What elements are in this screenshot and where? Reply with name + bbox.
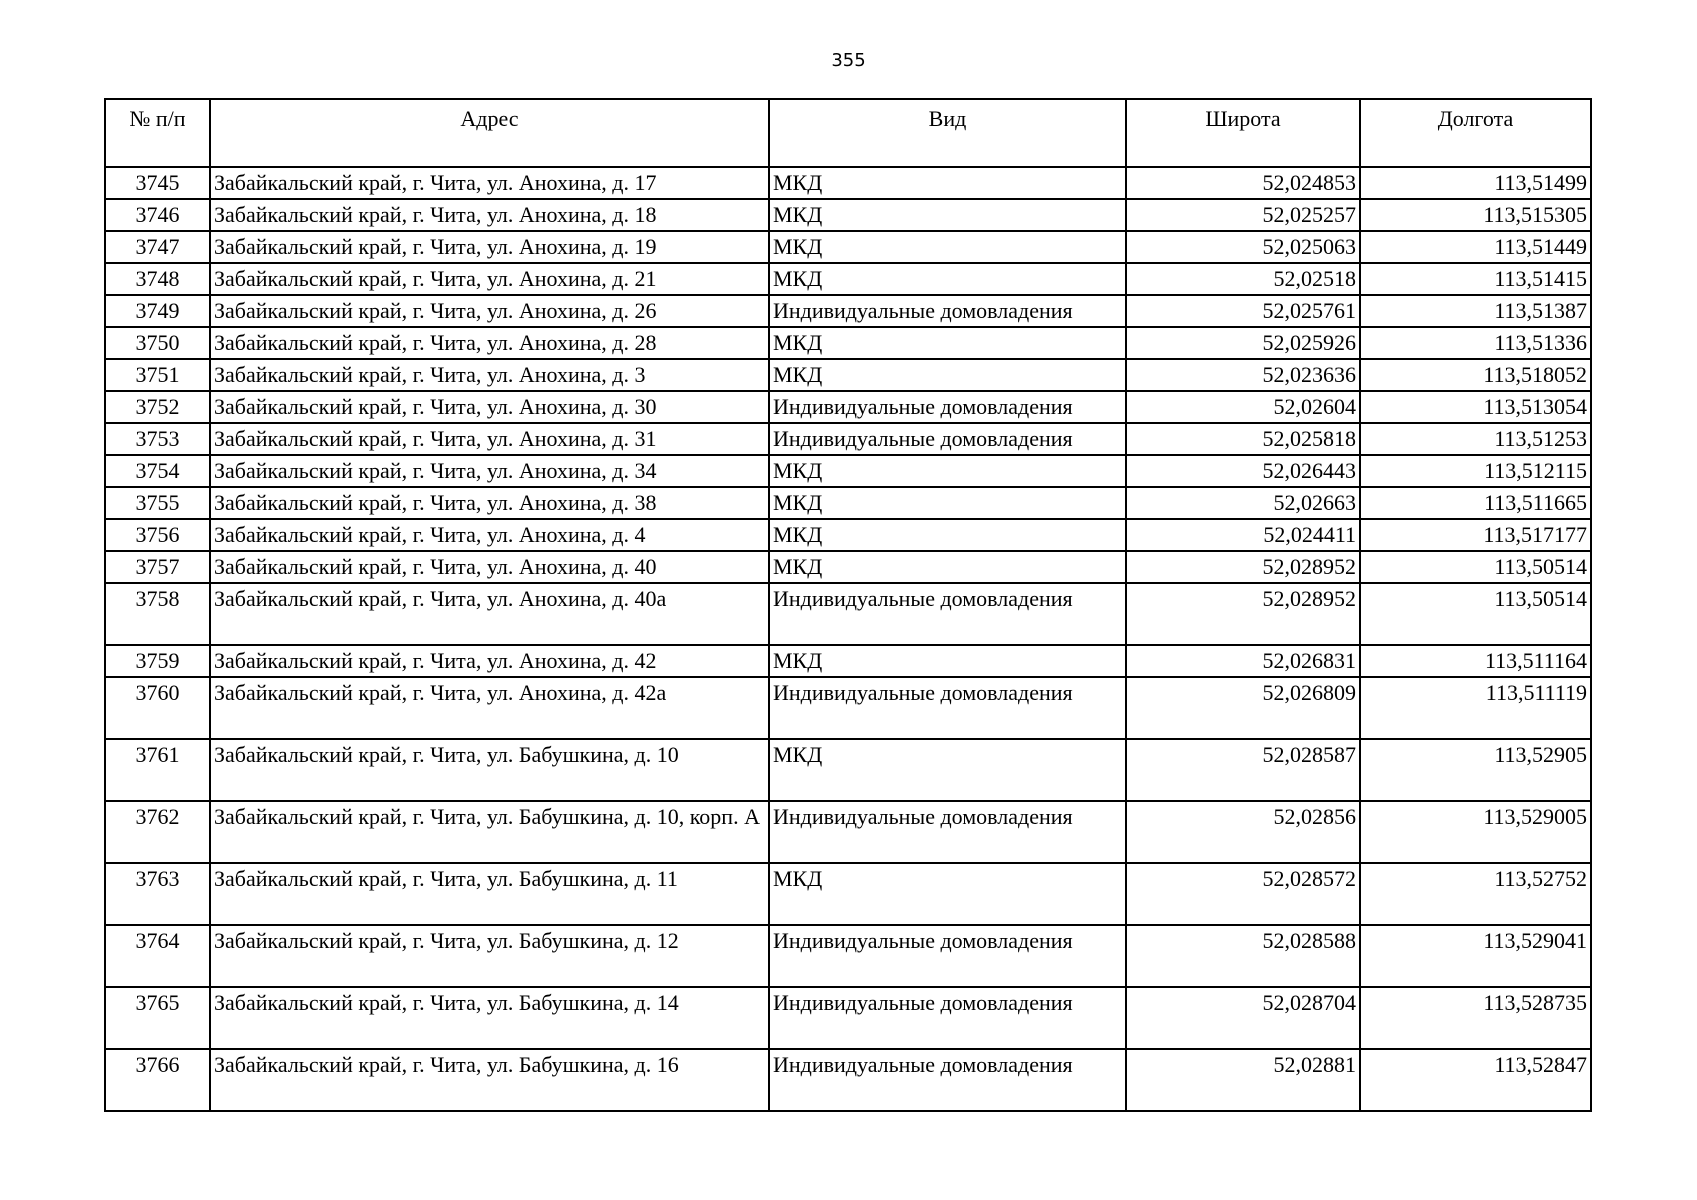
- cell-num: 3750: [105, 327, 210, 359]
- table-row: [105, 519, 1591, 551]
- cell-longitude: 113,50514: [1360, 551, 1591, 583]
- cell-longitude: 113,51336: [1360, 327, 1591, 359]
- table-row: [105, 677, 1591, 739]
- cell-address: Забайкальский край, г. Чита, ул. Анохина, д. 31: [210, 423, 769, 455]
- cell-address: Забайкальский край, г. Чита, ул. Анохина, д. 38: [210, 487, 769, 519]
- cell-latitude: 52,028704: [1126, 987, 1360, 1049]
- cell-address: Забайкальский край, г. Чита, ул. Анохина, д. 40: [210, 551, 769, 583]
- cell-kind: Индивидуальные домовладения: [769, 677, 1126, 739]
- table-row: [105, 391, 1591, 423]
- cell-kind: МКД: [769, 167, 1126, 199]
- cell-kind: МКД: [769, 455, 1126, 487]
- cell-longitude: 113,513054: [1360, 391, 1591, 423]
- cell-address: Забайкальский край, г. Чита, ул. Анохина, д. 30: [210, 391, 769, 423]
- cell-num: 3765: [105, 987, 210, 1049]
- cell-address: Забайкальский край, г. Чита, ул. Бабушкина, д. 11: [210, 863, 769, 925]
- cell-latitude: 52,024853: [1126, 167, 1360, 199]
- cell-kind: МКД: [769, 359, 1126, 391]
- cell-address: Забайкальский край, г. Чита, ул. Анохина, д. 17: [210, 167, 769, 199]
- cell-latitude: 52,025761: [1126, 295, 1360, 327]
- table-row: [105, 583, 1591, 645]
- cell-num: 3764: [105, 925, 210, 987]
- cell-longitude: 113,512115: [1360, 455, 1591, 487]
- table-row: [105, 231, 1591, 263]
- cell-num: 3745: [105, 167, 210, 199]
- cell-latitude: 52,025818: [1126, 423, 1360, 455]
- cell-num: 3749: [105, 295, 210, 327]
- cell-longitude: 113,51253: [1360, 423, 1591, 455]
- cell-address: Забайкальский край, г. Чита, ул. Анохина, д. 19: [210, 231, 769, 263]
- cell-address: Забайкальский край, г. Чита, ул. Бабушкина, д. 12: [210, 925, 769, 987]
- table-row: [105, 263, 1591, 295]
- cell-address: Забайкальский край, г. Чита, ул. Анохина, д. 26: [210, 295, 769, 327]
- cell-address: Забайкальский край, г. Чита, ул. Анохина, д. 3: [210, 359, 769, 391]
- cell-num: 3754: [105, 455, 210, 487]
- cell-num: 3763: [105, 863, 210, 925]
- table-row: [105, 645, 1591, 677]
- header-address: Адрес: [210, 99, 769, 167]
- cell-num: 3747: [105, 231, 210, 263]
- table-row: [105, 423, 1591, 455]
- cell-latitude: 52,024411: [1126, 519, 1360, 551]
- cell-kind: Индивидуальные домовладения: [769, 295, 1126, 327]
- cell-address: Забайкальский край, г. Чита, ул. Анохина, д. 34: [210, 455, 769, 487]
- table-row: [105, 925, 1591, 987]
- cell-latitude: 52,028587: [1126, 739, 1360, 801]
- cell-num: 3759: [105, 645, 210, 677]
- cell-longitude: 113,52752: [1360, 863, 1591, 925]
- cell-latitude: 52,025257: [1126, 199, 1360, 231]
- cell-kind: Индивидуальные домовладения: [769, 423, 1126, 455]
- cell-kind: Индивидуальные домовладения: [769, 925, 1126, 987]
- cell-kind: Индивидуальные домовладения: [769, 391, 1126, 423]
- cell-num: 3751: [105, 359, 210, 391]
- cell-kind: Индивидуальные домовладения: [769, 987, 1126, 1049]
- cell-latitude: 52,02604: [1126, 391, 1360, 423]
- cell-longitude: 113,51415: [1360, 263, 1591, 295]
- cell-kind: Индивидуальные домовладения: [769, 583, 1126, 645]
- cell-kind: МКД: [769, 199, 1126, 231]
- table-row: [105, 987, 1591, 1049]
- table-row: [105, 801, 1591, 863]
- table-row: [105, 739, 1591, 801]
- cell-num: 3746: [105, 199, 210, 231]
- cell-longitude: 113,52905: [1360, 739, 1591, 801]
- table-row: [105, 1049, 1591, 1111]
- cell-longitude: 113,511119: [1360, 677, 1591, 739]
- cell-longitude: 113,51449: [1360, 231, 1591, 263]
- cell-num: 3761: [105, 739, 210, 801]
- page-number: 355: [831, 50, 866, 71]
- cell-latitude: 52,02663: [1126, 487, 1360, 519]
- address-table: [104, 98, 1592, 1112]
- cell-address: Забайкальский край, г. Чита, ул. Анохина, д. 18: [210, 199, 769, 231]
- cell-latitude: 52,02856: [1126, 801, 1360, 863]
- cell-kind: Индивидуальные домовладения: [769, 801, 1126, 863]
- cell-latitude: 52,028952: [1126, 551, 1360, 583]
- cell-kind: МКД: [769, 645, 1126, 677]
- cell-address: Забайкальский край, г. Чита, ул. Анохина, д. 42: [210, 645, 769, 677]
- cell-longitude: 113,50514: [1360, 583, 1591, 645]
- cell-kind: МКД: [769, 327, 1126, 359]
- cell-kind: Индивидуальные домовладения: [769, 1049, 1126, 1111]
- cell-num: 3748: [105, 263, 210, 295]
- cell-longitude: 113,511665: [1360, 487, 1591, 519]
- cell-longitude: 113,51387: [1360, 295, 1591, 327]
- table-row: [105, 199, 1591, 231]
- cell-address: Забайкальский край, г. Чита, ул. Бабушкина, д. 14: [210, 987, 769, 1049]
- cell-num: 3762: [105, 801, 210, 863]
- cell-longitude: 113,517177: [1360, 519, 1591, 551]
- cell-address: Забайкальский край, г. Чита, ул. Бабушкина, д. 16: [210, 1049, 769, 1111]
- cell-address: Забайкальский край, г. Чита, ул. Бабушкина, д. 10, корп. А: [210, 801, 769, 863]
- header-kind: Вид: [769, 99, 1126, 167]
- cell-latitude: 52,02518: [1126, 263, 1360, 295]
- cell-address: Забайкальский край, г. Чита, ул. Бабушкина, д. 10: [210, 739, 769, 801]
- cell-latitude: 52,028572: [1126, 863, 1360, 925]
- cell-kind: МКД: [769, 231, 1126, 263]
- cell-latitude: 52,026831: [1126, 645, 1360, 677]
- cell-kind: МКД: [769, 739, 1126, 801]
- cell-kind: МКД: [769, 863, 1126, 925]
- cell-num: 3760: [105, 677, 210, 739]
- cell-num: 3753: [105, 423, 210, 455]
- cell-longitude: 113,528735: [1360, 987, 1591, 1049]
- cell-latitude: 52,026443: [1126, 455, 1360, 487]
- cell-kind: МКД: [769, 551, 1126, 583]
- cell-address: Забайкальский край, г. Чита, ул. Анохина, д. 28: [210, 327, 769, 359]
- cell-latitude: 52,025926: [1126, 327, 1360, 359]
- cell-address: Забайкальский край, г. Чита, ул. Анохина, д. 42а: [210, 677, 769, 739]
- table-row: [105, 327, 1591, 359]
- cell-kind: МКД: [769, 487, 1126, 519]
- table-row: [105, 359, 1591, 391]
- cell-address: Забайкальский край, г. Чита, ул. Анохина, д. 21: [210, 263, 769, 295]
- cell-kind: МКД: [769, 519, 1126, 551]
- cell-num: 3758: [105, 583, 210, 645]
- cell-latitude: 52,025063: [1126, 231, 1360, 263]
- cell-latitude: 52,028588: [1126, 925, 1360, 987]
- table-row: [105, 551, 1591, 583]
- table-row: [105, 863, 1591, 925]
- cell-num: 3757: [105, 551, 210, 583]
- cell-latitude: 52,02881: [1126, 1049, 1360, 1111]
- cell-longitude: 113,511164: [1360, 645, 1591, 677]
- cell-kind: МКД: [769, 263, 1126, 295]
- cell-num: 3755: [105, 487, 210, 519]
- cell-latitude: 52,026809: [1126, 677, 1360, 739]
- cell-longitude: 113,529005: [1360, 801, 1591, 863]
- cell-address: Забайкальский край, г. Чита, ул. Анохина, д. 4: [210, 519, 769, 551]
- cell-latitude: 52,023636: [1126, 359, 1360, 391]
- cell-longitude: 113,51499: [1360, 167, 1591, 199]
- table-row: [105, 487, 1591, 519]
- cell-num: 3756: [105, 519, 210, 551]
- header-num: № п/п: [105, 99, 210, 167]
- table-row: [105, 455, 1591, 487]
- cell-longitude: 113,515305: [1360, 199, 1591, 231]
- cell-longitude: 113,52847: [1360, 1049, 1591, 1111]
- cell-num: 3766: [105, 1049, 210, 1111]
- cell-longitude: 113,529041: [1360, 925, 1591, 987]
- header-longitude: Долгота: [1360, 99, 1591, 167]
- table-row: [105, 167, 1591, 199]
- cell-num: 3752: [105, 391, 210, 423]
- cell-longitude: 113,518052: [1360, 359, 1591, 391]
- cell-address: Забайкальский край, г. Чита, ул. Анохина, д. 40а: [210, 583, 769, 645]
- header-row: [105, 99, 1591, 167]
- table-row: [105, 295, 1591, 327]
- header-latitude: Широта: [1126, 99, 1360, 167]
- cell-latitude: 52,028952: [1126, 583, 1360, 645]
